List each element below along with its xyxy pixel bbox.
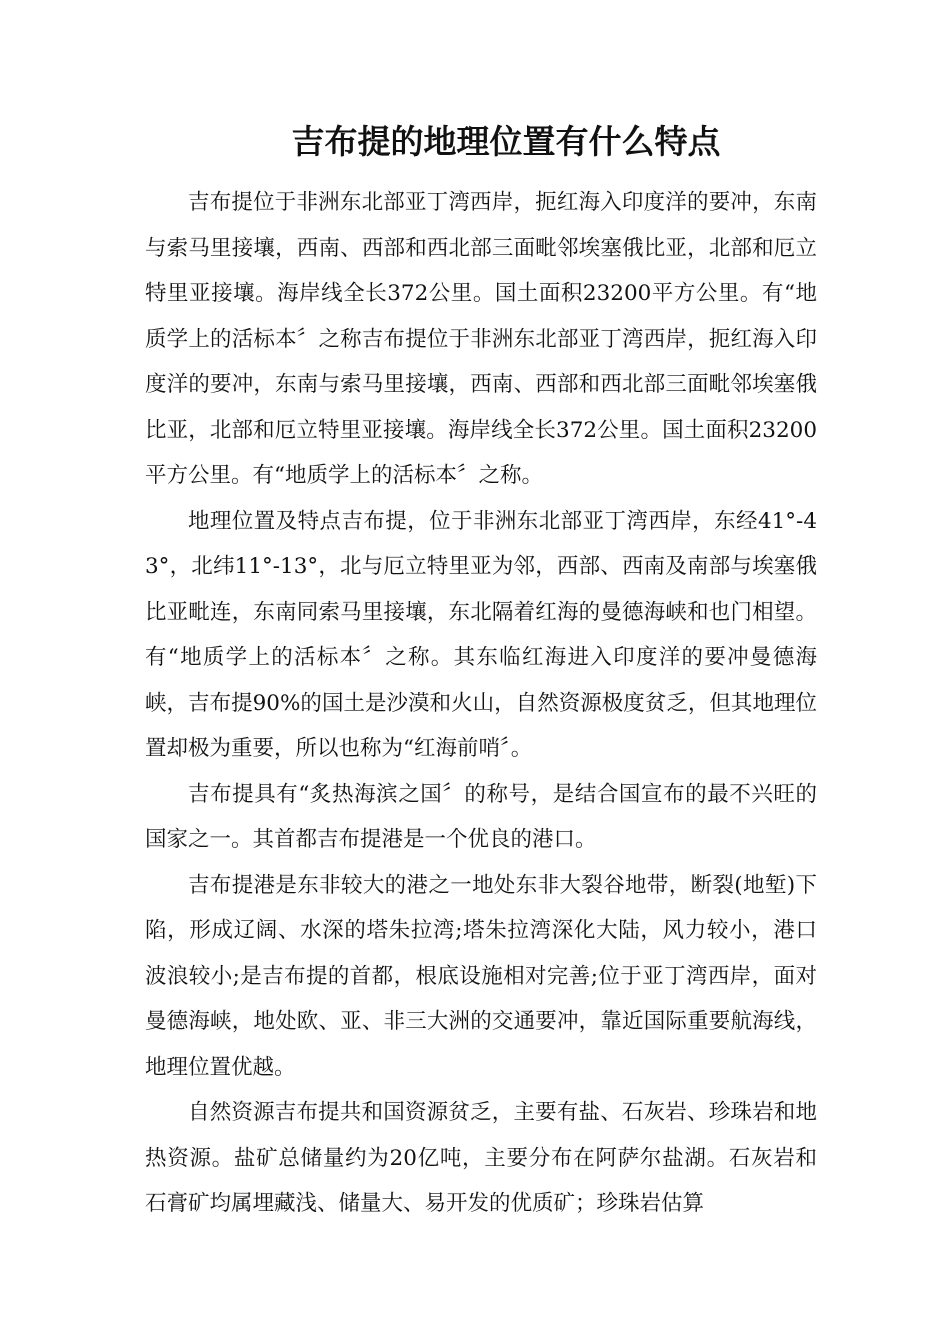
paragraph-title-nickname: 吉布提具有“炙热海滨之国〞的称号，是结合国宣布的最不兴旺的国家之一。其首都吉布提港是一个优良的港口。 — [145, 781, 817, 852]
paragraph-geography: 地理位置及特点吉布提，位于非洲东北部亚丁湾西岸，东经41°-43°，北纬11°-13°，北与厄立特里亚为邻，西部、西南及南部与埃塞俄比亚毗连，东南同索马里接壤，东北隔着红海的曼德海峡和也门相望。有“地质学上的活标本〞之称。其东临红海进入印度洋的要冲曼德海峡，吉布提90%的国土是沙漠和火山，自然资源极度贫乏，但其地理位置却极为重要，所以也称为“红海前哨〞。 — [145, 508, 817, 761]
document-body — [145, 180, 817, 1227]
paragraph-resources: 自然资源吉布提共和国资源贫乏，主要有盐、石灰岩、珍珠岩和地热资源。盐矿总储量约为20亿吨，主要分布在阿萨尔盐湖。石灰岩和石膏矿均属埋藏浅、储量大、易开发的优质矿；珍珠岩估算 — [145, 1100, 817, 1216]
paragraph-port: 吉布提港是东非较大的港之一地处东非大裂谷地带，断裂(地堑)下陷，形成辽阔、水深的塔朱拉湾;塔朱拉湾深化大陆，风力较小，港口波浪较小;是吉布提的首都，根底设施相对完善;位于亚丁湾西岸，面对曼德海峡，地处欧、亚、非三大洲的交通要冲，靠近国际重要航海线，地理位置优越。 — [145, 872, 817, 1080]
document-title: 吉布提的地理位置有什么特点 — [291, 122, 721, 161]
paragraph-location: 吉布提位于非洲东北部亚丁湾西岸，扼红海入印度洋的要冲，东南与索马里接壤，西南、西部和西北部三面毗邻埃塞俄比亚，北部和厄立特里亚接壤。海岸线全长372公里。国土面积23200平方公里。有“地质学上的活标本〞之称吉布提位于非洲东北部亚丁湾西岸，扼红海入印度洋的要冲，东南与索马里接壤，西南、西部和西北部三面毗邻埃塞俄比亚，北部和厄立特里亚接壤。海岸线全长372公里。国土面积23200平方公里。有“地质学上的活标本〞之称。 — [145, 190, 817, 488]
